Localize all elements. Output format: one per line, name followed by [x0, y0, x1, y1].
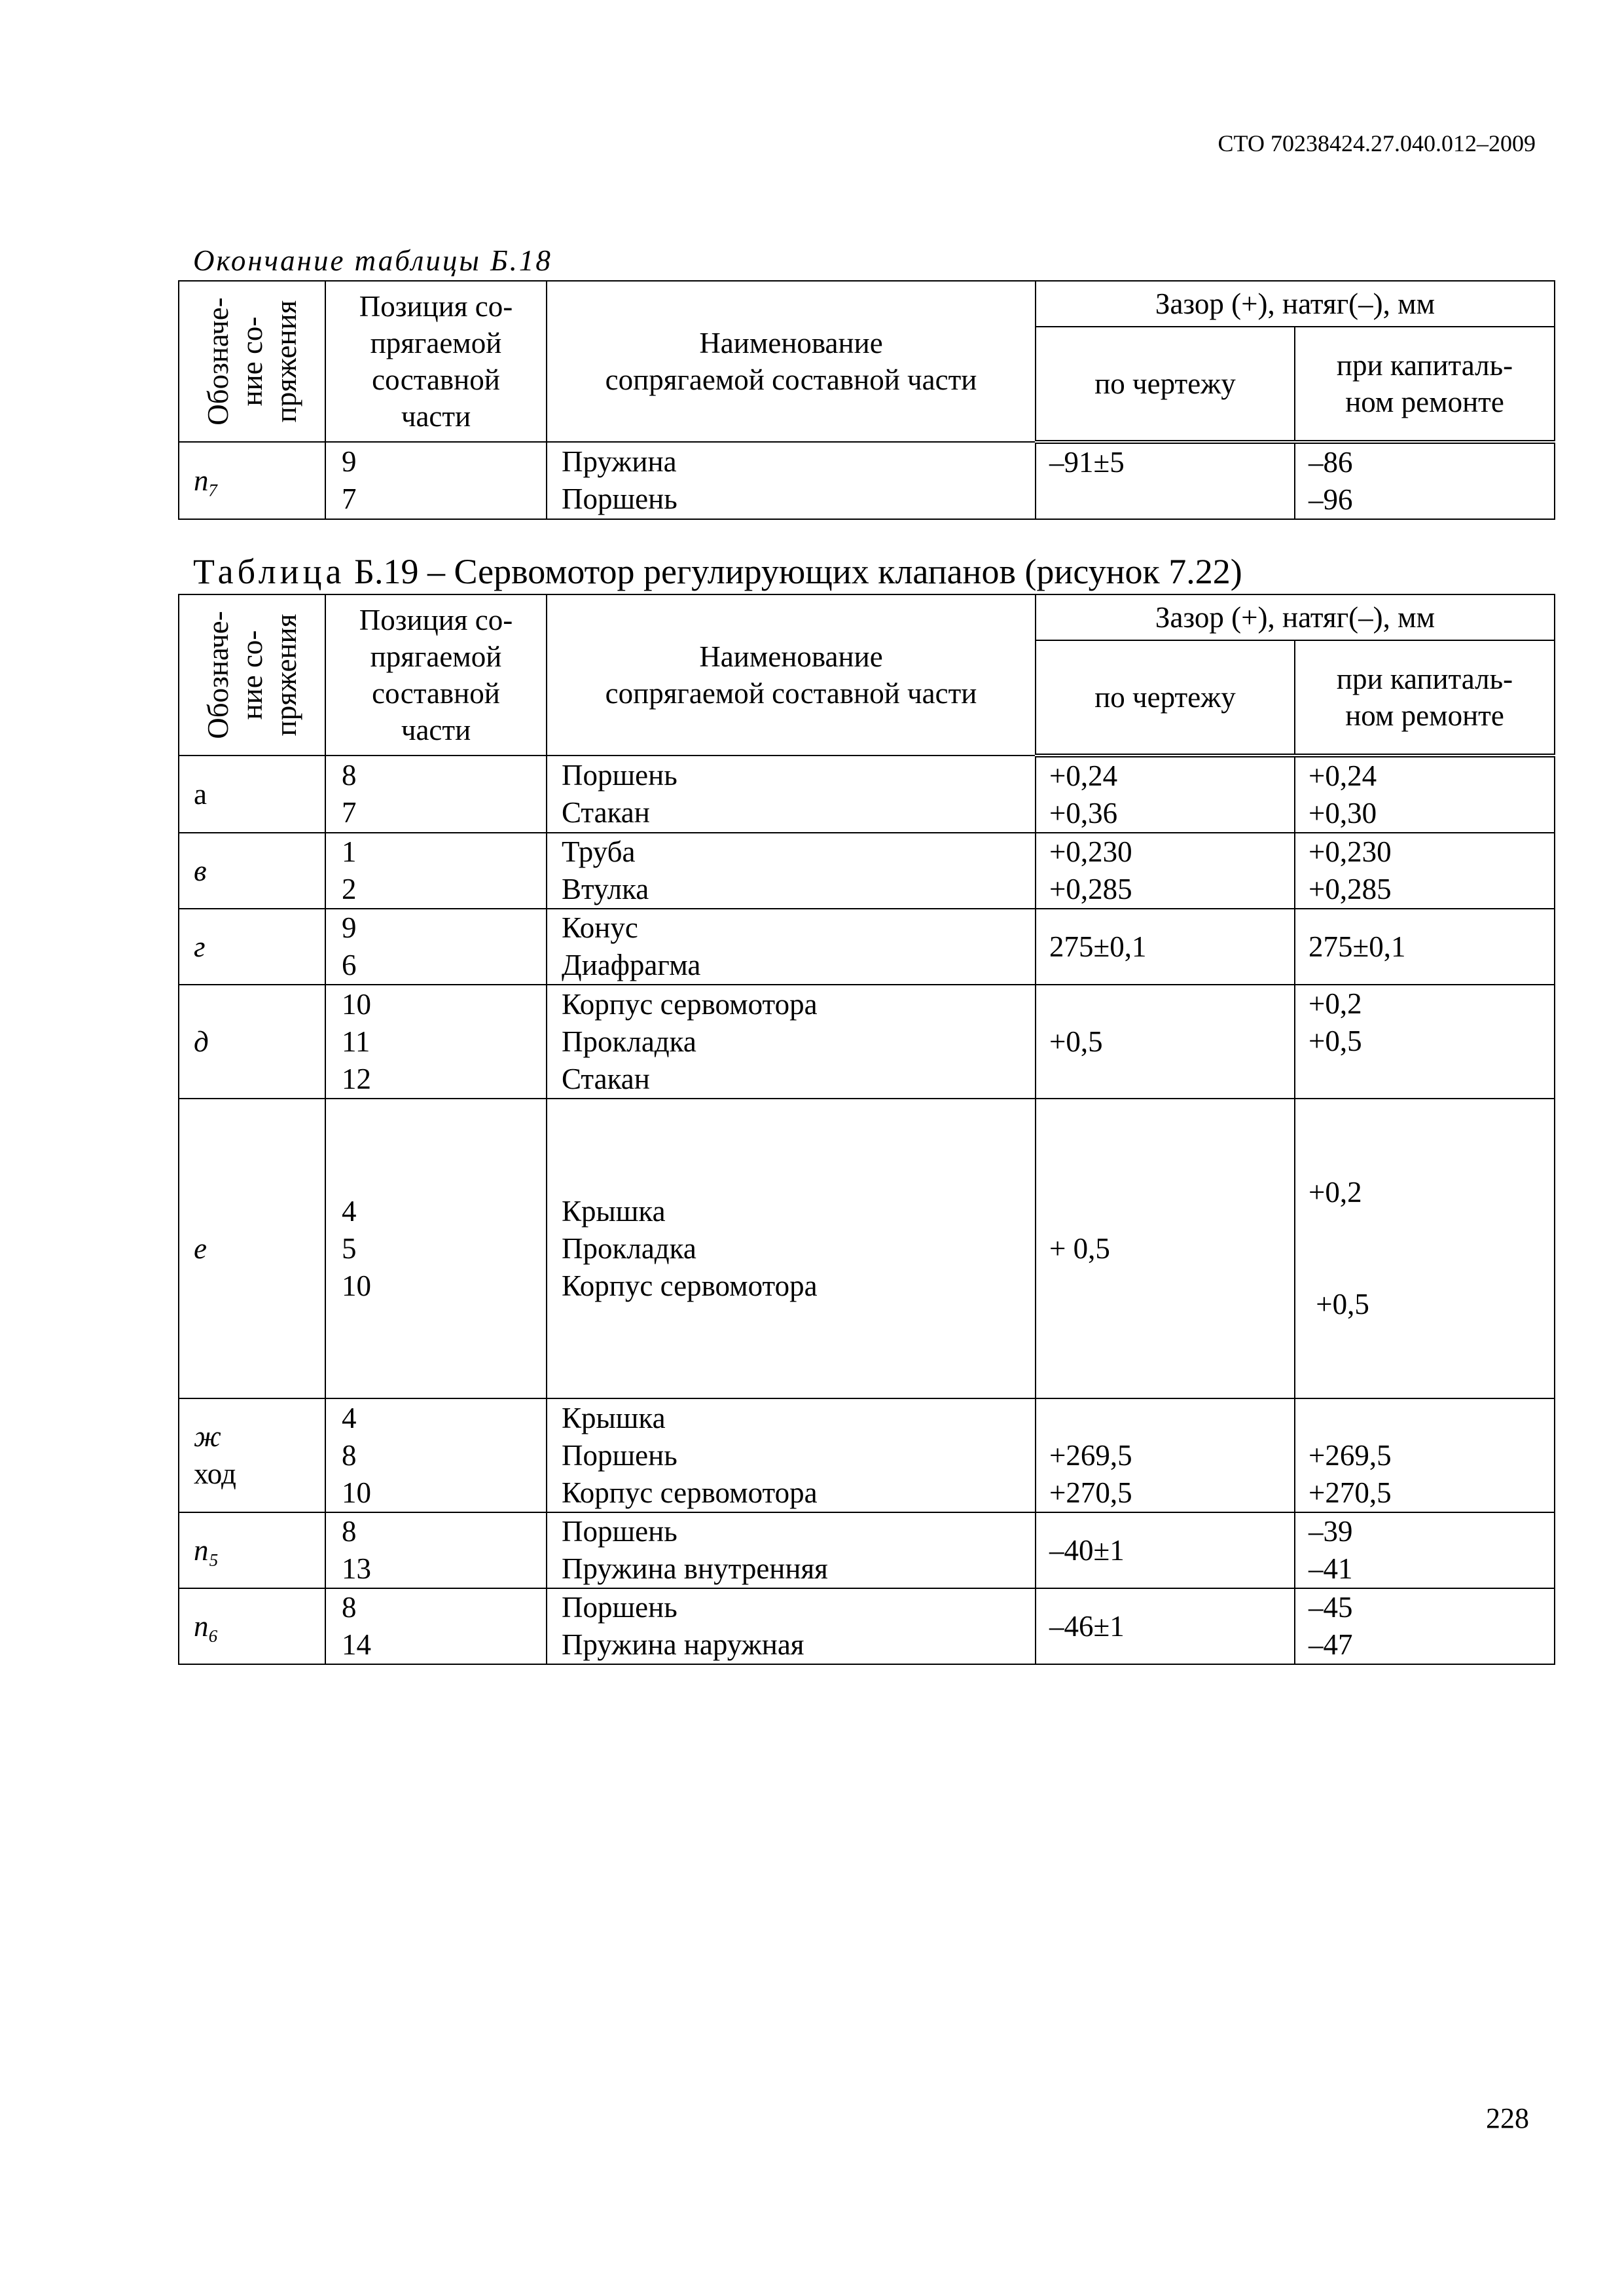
- part-name-cell: Труба Втулка: [547, 833, 1036, 909]
- document-code: СТО 70238424.27.040.012–2009: [1218, 130, 1536, 156]
- overhaul-cell: +0,2 +0,5: [1295, 1099, 1555, 1398]
- overhaul-cell: –45 –47: [1295, 1588, 1555, 1664]
- header-by-drawing: по чертежу: [1036, 640, 1295, 756]
- part-name-cell: Крышка Прокладка Корпус сервомотора: [547, 1099, 1036, 1398]
- table-b19-caption: Таблица Б.19 – Сервомотор регулирующих клапанов (рисунок 7.22): [193, 552, 1242, 591]
- part-name-cell: Корпус сервомотора Прокладка Стакан: [547, 985, 1036, 1099]
- table-row: [179, 909, 1555, 985]
- table-row: [179, 1512, 1555, 1588]
- header-overhaul: при капиталь- ном ремонте: [1295, 640, 1555, 756]
- page-number: 228: [1486, 2102, 1529, 2134]
- by-drawing-cell: –40±1: [1036, 1512, 1295, 1588]
- overhaul-cell: +269,5 +270,5: [1295, 1398, 1555, 1512]
- part-name-cell: Конус Диафрагма: [547, 909, 1036, 985]
- designation-cell: n₅: [179, 1512, 325, 1588]
- header-gap: Зазор (+), натяг(–), мм: [1036, 281, 1555, 327]
- overhaul-cell: –39 –41: [1295, 1512, 1555, 1588]
- table-row: [179, 1588, 1555, 1664]
- part-name-cell: Поршень Стакан: [547, 756, 1036, 833]
- table-continuation-title: Окончание таблицы Б.18: [193, 244, 552, 277]
- by-drawing-cell: +269,5 +270,5: [1036, 1398, 1295, 1512]
- header-by-drawing: по чертежу: [1036, 327, 1295, 442]
- header-designation: Обозначе- ние со- пряжения: [179, 594, 325, 756]
- designation-cell: а: [179, 756, 325, 833]
- part-name-cell: Поршень Пружина наружная: [547, 1588, 1036, 1664]
- position-cell: 4 5 10: [325, 1099, 547, 1398]
- overhaul-cell: +0,2 +0,5: [1295, 985, 1555, 1099]
- position-cell: 4 8 10: [325, 1398, 547, 1512]
- overhaul-cell: 275±0,1: [1295, 909, 1555, 985]
- header-part-name: Наименование сопрягаемой составной части: [547, 594, 1036, 756]
- position-cell: 8 7: [325, 756, 547, 833]
- table-row: [179, 756, 1555, 833]
- designation-cell: n₇: [179, 442, 325, 519]
- position-cell: 8 13: [325, 1512, 547, 1588]
- header-gap: Зазор (+), натяг(–), мм: [1036, 594, 1555, 640]
- designation-cell: д: [179, 985, 325, 1099]
- part-name-cell: Пружина Поршень: [547, 442, 1036, 519]
- part-name-cell: Крышка Поршень Корпус сервомотора: [547, 1398, 1036, 1512]
- header-part-name: Наименование сопрягаемой составной части: [547, 281, 1036, 442]
- designation-cell: е: [179, 1099, 325, 1398]
- table-row: [179, 1398, 1555, 1512]
- designation-cell: в: [179, 833, 325, 909]
- position-cell: 10 11 12: [325, 985, 547, 1099]
- table-row: [179, 985, 1555, 1099]
- table-b19: [178, 594, 1555, 1665]
- by-drawing-cell: 275±0,1: [1036, 909, 1295, 985]
- header-designation: Обозначе- ние со- пряжения: [179, 281, 325, 442]
- overhaul-cell: –86 –96: [1295, 442, 1555, 519]
- overhaul-cell: +0,230 +0,285: [1295, 833, 1555, 909]
- position-cell: 1 2: [325, 833, 547, 909]
- position-cell: 8 14: [325, 1588, 547, 1664]
- designation-cell: г: [179, 909, 325, 985]
- part-name-cell: Поршень Пружина внутренняя: [547, 1512, 1036, 1588]
- designation-cell: n₆: [179, 1588, 325, 1664]
- by-drawing-cell: –46±1: [1036, 1588, 1295, 1664]
- header-overhaul: при капиталь- ном ремонте: [1295, 327, 1555, 442]
- header-position: Позиция со- прягаемой составной части: [325, 594, 547, 756]
- table-b18: [178, 280, 1555, 520]
- by-drawing-cell: +0,24 +0,36: [1036, 756, 1295, 833]
- by-drawing-cell: + 0,5: [1036, 1099, 1295, 1398]
- position-cell: 9 6: [325, 909, 547, 985]
- table-row: [179, 1099, 1555, 1398]
- table-row: [179, 833, 1555, 909]
- position-cell: 9 7: [325, 442, 547, 519]
- by-drawing-cell: +0,5: [1036, 985, 1295, 1099]
- by-drawing-cell: –91±5: [1036, 442, 1295, 519]
- table-row: [179, 442, 1555, 519]
- by-drawing-cell: +0,230 +0,285: [1036, 833, 1295, 909]
- header-position: Позиция со- прягаемой составной части: [325, 281, 547, 442]
- overhaul-cell: +0,24 +0,30: [1295, 756, 1555, 833]
- designation-cell: ж ход: [179, 1398, 325, 1512]
